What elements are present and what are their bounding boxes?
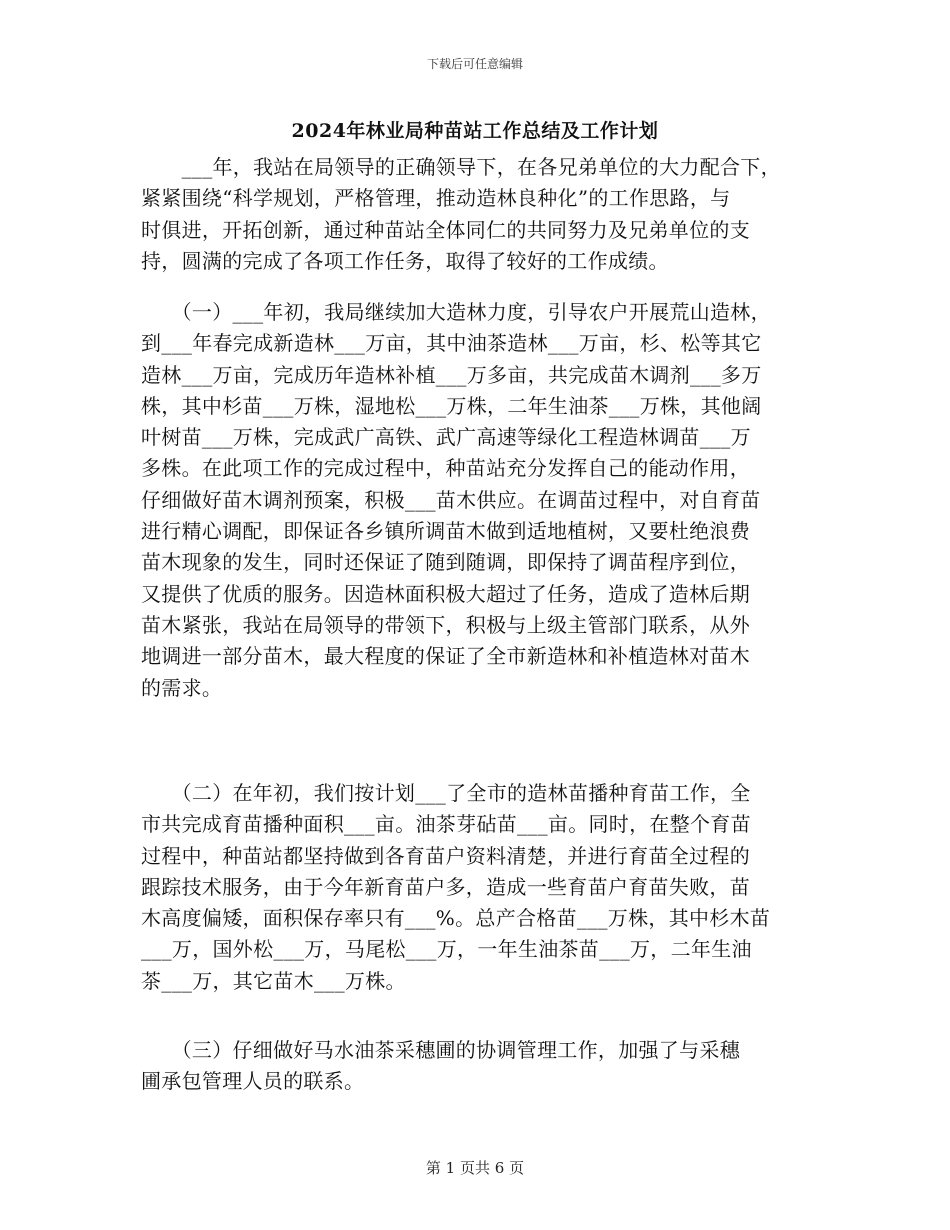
text-line: （二）在年初，我们按计划___了全市的造林苗播种育苗工作，全 [141,781,751,805]
text-line: （一）___年初，我局继续加大造林力度，引导农户开展荒山造林， [141,300,771,324]
text-line: 株，其中杉苗___万株，湿地松___万株，二年生油茶___万株，其他阔 [141,393,762,418]
document-title: 2024年林业局种苗站工作总结及工作计划 [291,120,659,142]
text-line: 茶___万，其它苗木___万株。 [141,968,406,993]
text-line: 地调进一部分苗木，最大程度的保证了全市新造林和补植造林对苗木 [141,644,750,669]
text-line: 到___年春完成新造林___万亩，其中油茶造林___万亩，杉、松等其它 [141,331,762,356]
page-header: 下载后可任意编辑 [426,57,523,71]
paragraph-4 [141,1035,821,1098]
text-line: 跟踪技术服务，由于今年新育苗户多，造成一些育苗户育苗失败，苗 [141,874,750,899]
text-line: 持，圆满的完成了各项工作任务，取得了较好的工作成绩。 [141,248,669,273]
text-line: 过程中，种苗站都坚持做到各育苗户资料清楚，并进行育苗全过程的 [141,843,750,868]
text-line: 仔细做好苗木调剂预案，积极___苗木供应。在调苗过程中，对自育苗 [141,487,761,512]
text-line: 紧紧围绕“科学规划，严格管理，推动造林良种化”的工作思路，与 [141,186,731,211]
text-line: 多株。在此项工作的完成过程中，种苗站充分发挥自己的能动作用， [141,456,750,481]
text-line: 又提供了优质的服务。因造林面积极大超过了任务，造成了造林后期 [141,581,750,606]
text-line: （三）仔细做好马水油茶采穗圃的协调管理工作，加强了与采穗 [141,1038,740,1062]
paragraph-1 [141,152,821,277]
text-line: 时俱进，开拓创新，通过种苗站全体同仁的共同努力及兄弟单位的支 [141,217,750,242]
text-line: 苗木紧张，我站在局领导的带领下，积极与上级主管部门联系，从外 [141,612,750,637]
paragraph-2 [141,297,821,704]
paragraph-3 [141,778,821,997]
text-line: ___年，我站在局领导的正确领导下，在各兄弟单位的大力配合下， [141,155,781,179]
text-line: 进行精心调配，即保证各乡镇所调苗木做到适地植树，又要杜绝浪费 [141,519,750,544]
text-line: 苗木现象的发生，同时还保证了随到随调，即保持了调苗程序到位， [141,550,750,575]
text-line: 叶树苗___万株，完成武广高铁、武广高速等绿化工程造林调苗___万 [141,425,751,450]
text-line: 市共完成育苗播种面积___亩。油茶芽砧苗___亩。同时，在整个育苗 [141,812,751,837]
page-footer: 第 1 页共 6 页 [425,1159,525,1177]
text-line: 木高度偏矮，面积保存率只有___%。总产合格苗___万株，其中杉木苗 [141,906,771,931]
text-line: 的需求。 [141,675,223,700]
text-line: 圃承包管理人员的联系。 [141,1069,365,1094]
text-line: ___万，国外松___万，马尾松___万，一年生油茶苗___万，二年生油 [141,937,752,962]
text-line: 造林___万亩，完成历年造林补植___万多亩，共完成苗木调剂___多万 [141,362,762,387]
